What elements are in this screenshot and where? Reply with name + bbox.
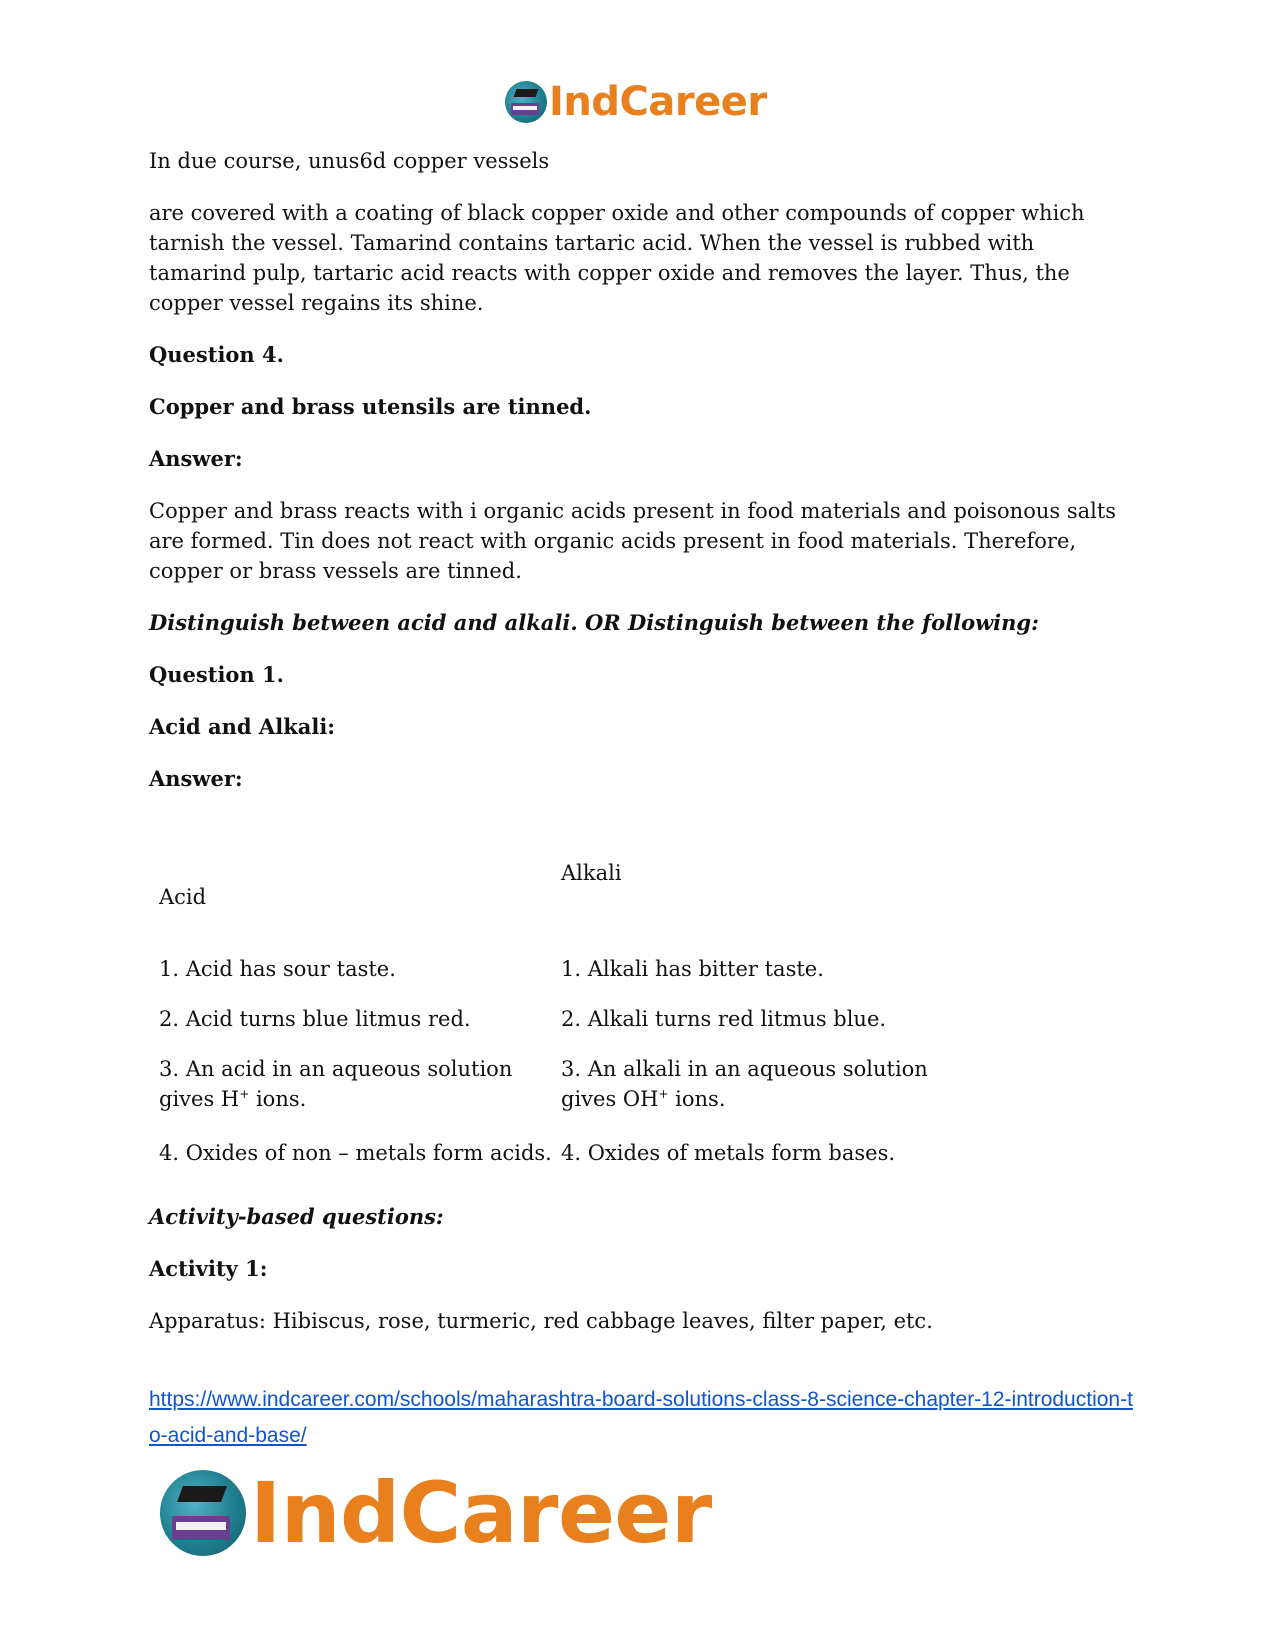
footer-logo-text: IndCareer <box>250 1464 712 1562</box>
activity-section <box>149 1202 1129 1336</box>
header-logo <box>505 80 767 124</box>
question-4-text: Copper and brass utensils are tinned. <box>149 394 592 419</box>
header-logo-text: IndCareer <box>549 79 767 125</box>
document-body <box>149 146 1129 794</box>
source-link[interactable]: https://www.indcareer.com/schools/maharashtra-board-solutions-class-8-science-chapter-12-introduction-to-acid-and-base/ <box>149 1388 1133 1447</box>
table-cell: 4. Oxides of metals form bases. <box>561 1141 896 1165</box>
answer-text: Copper and brass reacts with i organic acids present in food materials and poisonous salts are formed. Tin does not react with organic acids present in food materials. Therefore, copper or brass vessels are tinned. <box>149 499 1117 583</box>
graduation-book-icon <box>505 81 547 123</box>
table-cell: 1. Acid has sour taste. <box>159 957 396 981</box>
table-header-alkali: Alkali <box>561 861 622 885</box>
question-4-label: Question 4. <box>149 342 284 367</box>
activity-apparatus: Apparatus: Hibiscus, rose, turmeric, red cabbage leaves, filter paper, etc. <box>149 1309 933 1333</box>
table-cell: 1. Alkali has bitter taste. <box>561 957 824 981</box>
question-1-text: Acid and Alkali: <box>149 714 336 739</box>
paragraph-intro: In due course, unus6d copper vessels <box>149 149 550 173</box>
footer-logo <box>160 1464 712 1562</box>
table-cell: 2. Alkali turns red litmus blue. <box>561 1007 887 1031</box>
table-cell: 3. An alkali in an aqueous solution gives OH+ ions. <box>561 1057 928 1111</box>
table-cell: 4. Oxides of non – metals form acids. <box>159 1141 552 1165</box>
activity-heading: Activity-based questions: <box>149 1204 444 1229</box>
activity-label: Activity 1: <box>149 1256 268 1281</box>
table-header-acid: Acid <box>159 885 207 909</box>
graduation-book-icon <box>160 1470 246 1556</box>
answer-label: Answer: <box>149 766 243 791</box>
table-cell: 2. Acid turns blue litmus red. <box>159 1007 471 1031</box>
section-heading: Distinguish between acid and alkali. OR Distinguish between the following: <box>149 610 1039 635</box>
paragraph-tarnish: are covered with a coating of black copper oxide and other compounds of copper which tarnish the vessel. Tamarind contains tartaric acid. When the vessel is rubbed with tamarind pulp, tartaric acid reacts with copper oxide and removes the layer. Thus, the copper vessel regains its shine. <box>149 201 1085 315</box>
question-1-label: Question 1. <box>149 662 284 687</box>
answer-label: Answer: <box>149 446 243 471</box>
table-cell: 3. An acid in an aqueous solution gives H+ ions. <box>159 1057 513 1111</box>
